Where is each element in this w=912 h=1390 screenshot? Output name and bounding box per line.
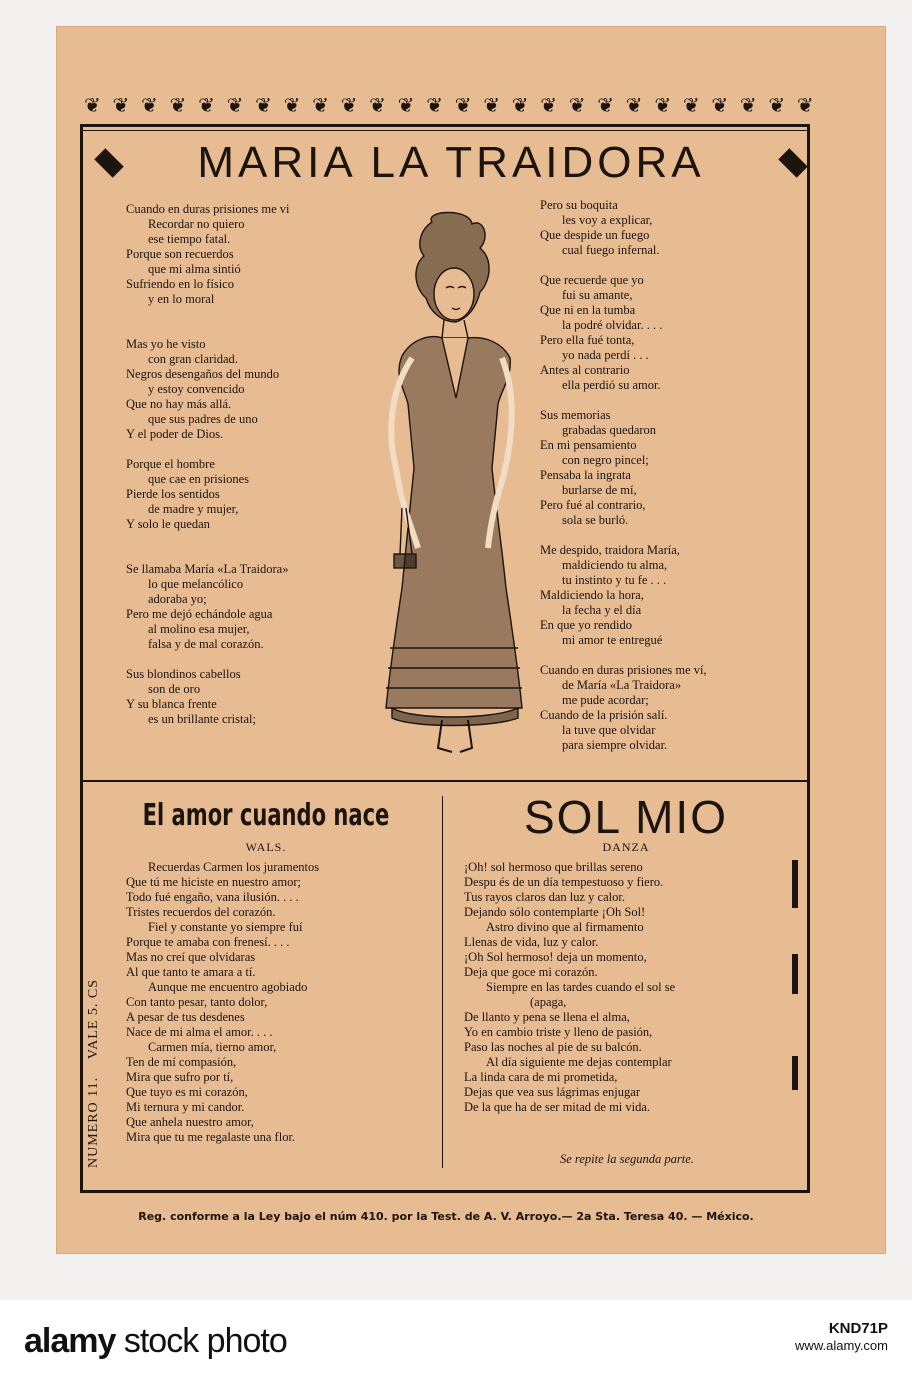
alamy-logo — [24, 1322, 287, 1361]
verse-line: Que tuyo es mi corazón, — [126, 1085, 248, 1099]
verse-line: Mas yo he visto — [126, 337, 206, 351]
maria-poem-right-column — [540, 198, 802, 753]
verse-line: Nace de mi alma el amor. . . . — [126, 1025, 273, 1039]
verse-line: Y el poder de Dios. — [126, 427, 224, 441]
verse-line: Porque son recuerdos — [126, 247, 234, 261]
fleuron-icon: ❦ — [625, 95, 643, 117]
verse-line: que sus padres de uno — [148, 412, 258, 426]
fleuron-icon: ❦ — [426, 95, 443, 117]
verse-line: ¡Oh Sol hermoso! deja un momento, — [464, 950, 647, 964]
verse-line: son de oro — [148, 682, 201, 696]
verse-line: que mi alma sintió — [148, 262, 241, 276]
verse-line: Tus rayos claros dan luz y calor. — [464, 890, 625, 904]
verse-line: Negros desengaños del mundo — [126, 367, 280, 381]
verse-line: burlarse de mí, — [562, 483, 637, 497]
verse-line: con gran claridad. — [148, 352, 238, 366]
fleuron-icon: ❦ — [169, 95, 187, 117]
verse-line: cual fuego infernal. — [562, 243, 660, 257]
verse-line: Recuerdas Carmen los juramentos — [148, 860, 320, 874]
amor-song-genre: WALS. — [245, 840, 287, 854]
fleuron-icon: ❦ — [340, 95, 358, 117]
verse-line: maldiciendo tu alma, — [562, 558, 668, 572]
verse-line — [540, 648, 802, 663]
verse-line: Pero ella fué tonta, — [540, 333, 635, 347]
verse-line: con negro pincel; — [562, 453, 649, 467]
section-divider — [80, 780, 810, 782]
verse-line: Mas no creí que olvidaras — [126, 950, 256, 964]
verse-line: Mi ternura y mi candor. — [126, 1100, 245, 1114]
verse-line: De llanto y pena se llena el alma, — [464, 1010, 630, 1024]
verse-line: me pude acordar; — [562, 693, 649, 707]
fleuron-icon: ❦ — [511, 95, 529, 117]
verse-line: Al que tanto te amara a tí. — [126, 965, 256, 979]
amor-song-lyrics — [126, 860, 436, 1145]
main-title: MARIA LA TRAIDORA — [197, 138, 705, 187]
verse-line: Que ni en la tumba — [540, 303, 636, 317]
fleuron-icon: ❦ — [796, 95, 814, 117]
fleuron-icon: ❦ — [682, 95, 700, 117]
frame-top-rule-thin — [80, 130, 810, 131]
verse-line — [540, 528, 802, 543]
verse-line: Carmen mía, tierno amor, — [148, 1040, 277, 1054]
verse-line: Yo en cambio triste y lleno de pasión, — [464, 1025, 653, 1039]
verse-line: fui su amante, — [562, 288, 633, 302]
verse-line: Con tanto pesar, tanto dolor, — [126, 995, 268, 1009]
verse-line: Que anhela nuestro amor, — [126, 1115, 254, 1129]
verse-line: Y solo le quedan — [126, 517, 210, 531]
verse-line: Y su blanca frente — [126, 697, 217, 711]
verse-line: para siempre olvidar. — [562, 738, 668, 752]
watermark-id-block — [795, 1320, 888, 1354]
verse-line: Que no hay más allá. — [126, 397, 232, 411]
verse-line: Al día siguiente me dejas contemplar — [486, 1055, 672, 1069]
verse-line: Me despido, traidora María, — [540, 543, 680, 557]
fleuron-icon: ❦ — [112, 95, 130, 117]
logo-brand: alamy — [24, 1322, 116, 1360]
issue-number-label: NUMERO 11. VALE 5. CS — [86, 978, 101, 1168]
fleuron-icon: ❦ — [312, 95, 329, 117]
verse-line — [126, 322, 372, 337]
fleuron-icon: ❦ — [597, 95, 615, 117]
image-id: KND71P — [828, 1320, 888, 1337]
verse-line: Porque te amaba con frenesí. . . . — [126, 935, 290, 949]
frame-edge-marks — [792, 860, 800, 1160]
fleuron-icon: ❦ — [739, 95, 757, 117]
fleuron-icon: ❦ — [198, 95, 215, 117]
frame-right-rule — [807, 124, 810, 1190]
verse-line: A pesar de tus desdenes — [126, 1010, 245, 1024]
verse-line: la fecha y el día — [562, 603, 642, 617]
fleuron-icon: ❦ — [568, 95, 586, 117]
fleuron-icon: ❦ — [768, 95, 786, 117]
woman-illustration — [372, 208, 532, 756]
fleuron-icon: ❦ — [141, 95, 158, 117]
verse-line — [126, 547, 372, 562]
verse-line: Tristes recuerdos del corazón. — [126, 905, 276, 919]
diamond-ornament-icon — [778, 148, 807, 177]
sol-song-genre: DANZA — [602, 840, 650, 854]
verse-line: adoraba yo; — [148, 592, 207, 606]
fleuron-icon: ❦ — [483, 95, 500, 117]
frame-left-rule — [80, 124, 83, 1190]
verse-line: Recordar no quiero — [148, 217, 245, 231]
verse-line: sola se burló. — [562, 513, 629, 527]
verse-line: Se llamaba María «La Traidora» — [126, 562, 289, 576]
verse-line: Que recuerde que yo — [540, 273, 644, 287]
verse-line: Dejas que vea sus lágrimas enjugar — [464, 1085, 640, 1099]
verse-line: yo nada perdí . . . — [562, 348, 649, 362]
verse-line — [126, 442, 372, 457]
verse-line: Pero fué al contrario, — [540, 498, 646, 512]
verse-line: La linda cara de mi prometida, — [464, 1070, 618, 1084]
verse-line: ese tiempo fatal. — [148, 232, 231, 246]
verse-line: que cae en prisiones — [148, 472, 250, 486]
verse-line — [540, 393, 802, 408]
verse-line: Dejando sólo contemplarte ¡Oh Sol! — [464, 905, 646, 919]
verse-line: grabadas quedaron — [562, 423, 657, 437]
verse-line: al molino esa mujer, — [148, 622, 250, 636]
verse-line: Fiel y constante yo siempre fuí — [148, 920, 303, 934]
verse-line: tu instinto y tu fe . . . — [562, 573, 667, 587]
ornament-border — [84, 90, 814, 116]
verse-line: Astro divino que al firmamento — [486, 920, 644, 934]
fleuron-icon: ❦ — [226, 95, 244, 117]
fleuron-icon: ❦ — [283, 95, 301, 117]
verse-line: Despu és de un día tempestuoso y fiero. — [464, 875, 664, 889]
maria-poem-left-column — [126, 202, 372, 727]
verse-line — [126, 652, 372, 667]
verse-line — [540, 258, 802, 273]
verse-line: Pensaba la ingrata — [540, 468, 631, 482]
verse-line: Porque el hombre — [126, 457, 215, 471]
verse-line — [126, 307, 372, 322]
logo-suffix: stock photo — [115, 1322, 287, 1360]
fleuron-icon: ❦ — [84, 95, 101, 117]
verse-line: Cuando en duras prisiones me ví, — [540, 663, 707, 677]
verse-line: En que yo rendido — [540, 618, 632, 632]
verse-line: Que tú me hiciste en nuestro amor; — [126, 875, 301, 889]
verse-line: Sus blondinos cabellos — [126, 667, 241, 681]
frame-bottom-rule — [80, 1190, 810, 1193]
verse-line: Ten de mí compasión, — [126, 1055, 237, 1069]
sol-song-lyrics — [464, 860, 794, 1115]
sol-song-title: SOL MIO — [524, 791, 728, 843]
verse-line: Cuando de la prisión salí. — [540, 708, 668, 722]
verse-line: la podré olvidar. . . . — [562, 318, 663, 332]
verse-line: lo que melancólico — [148, 577, 244, 591]
frame-top-rule — [80, 124, 810, 127]
verse-line: Antes al contrario — [540, 363, 630, 377]
verse-line: falsa y de mal corazón. — [148, 637, 264, 651]
verse-line: mi amor te entregué — [562, 633, 663, 647]
verse-line: Pero me dejó echándole agua — [126, 607, 273, 621]
fleuron-icon: ❦ — [369, 95, 386, 117]
fleuron-icon: ❦ — [711, 95, 729, 117]
fleuron-icon: ❦ — [454, 95, 472, 117]
verse-line: es un brillante cristal; — [148, 712, 256, 726]
printer-imprint-footer: Reg. conforme a la Ley bajo el núm 410. por la Test. de A. V. Arroyo.— 2a Sta. Teresa 40. — México. — [138, 1210, 754, 1223]
diamond-ornament-icon — [94, 148, 123, 177]
verse-line: Pierde los sentidos — [126, 487, 220, 501]
verse-line: ¡Oh! sol hermoso que brillas sereno — [464, 860, 643, 874]
verse-line — [126, 532, 372, 547]
verse-line: Mira que tu me regalaste una flor. — [126, 1130, 296, 1144]
verse-line: Siempre en las tardes cuando el sol se — [486, 980, 676, 994]
verse-line: Que despide un fuego — [540, 228, 650, 242]
verse-line: Todo fué engaño, vana ilusión. . . . — [126, 890, 299, 904]
verse-line: Deja que goce mi corazón. — [464, 965, 598, 979]
amor-song-title: El amor cuando nace — [142, 798, 390, 833]
fleuron-icon: ❦ — [255, 95, 272, 117]
verse-line: y estoy convencido — [148, 382, 245, 396]
verse-line: Cuando en duras prisiones me vi — [126, 202, 290, 216]
verse-line: de madre y mujer, — [148, 502, 239, 516]
verse-line: ella perdió su amor. — [562, 378, 661, 392]
verse-line: Maldiciendo la hora, — [540, 588, 644, 602]
verse-line: Mira que sufro por tí, — [126, 1070, 234, 1084]
repeat-note: Se repite la segunda parte. — [560, 1152, 694, 1166]
title-row — [96, 138, 806, 188]
verse-line: (apaga, — [530, 995, 567, 1009]
column-divider — [442, 796, 443, 1168]
fleuron-icon: ❦ — [654, 95, 672, 117]
verse-line: De la que ha de ser mitad de mi vida. — [464, 1100, 651, 1114]
verse-line: la tuve que olvidar — [562, 723, 656, 737]
fleuron-icon: ❦ — [397, 95, 415, 117]
verse-line: Sus memorias — [540, 408, 611, 422]
verse-line: Llenas de vida, luz y calor. — [464, 935, 599, 949]
verse-line: Sufriendo en lo físico — [126, 277, 234, 291]
verse-line: Paso las noches al pie de su balcón. — [464, 1040, 642, 1054]
site-url: www.alamy.com — [795, 1338, 888, 1353]
fleuron-icon: ❦ — [540, 95, 558, 117]
verse-line: de María «La Traidora» — [562, 678, 682, 692]
verse-line: Aunque me encuentro agobiado — [148, 980, 308, 994]
verse-line: les voy a explicar, — [562, 213, 653, 227]
verse-line: y en lo moral — [148, 292, 215, 306]
verse-line: En mi pensamiento — [540, 438, 637, 452]
verse-line: Pero su boquita — [540, 198, 618, 212]
